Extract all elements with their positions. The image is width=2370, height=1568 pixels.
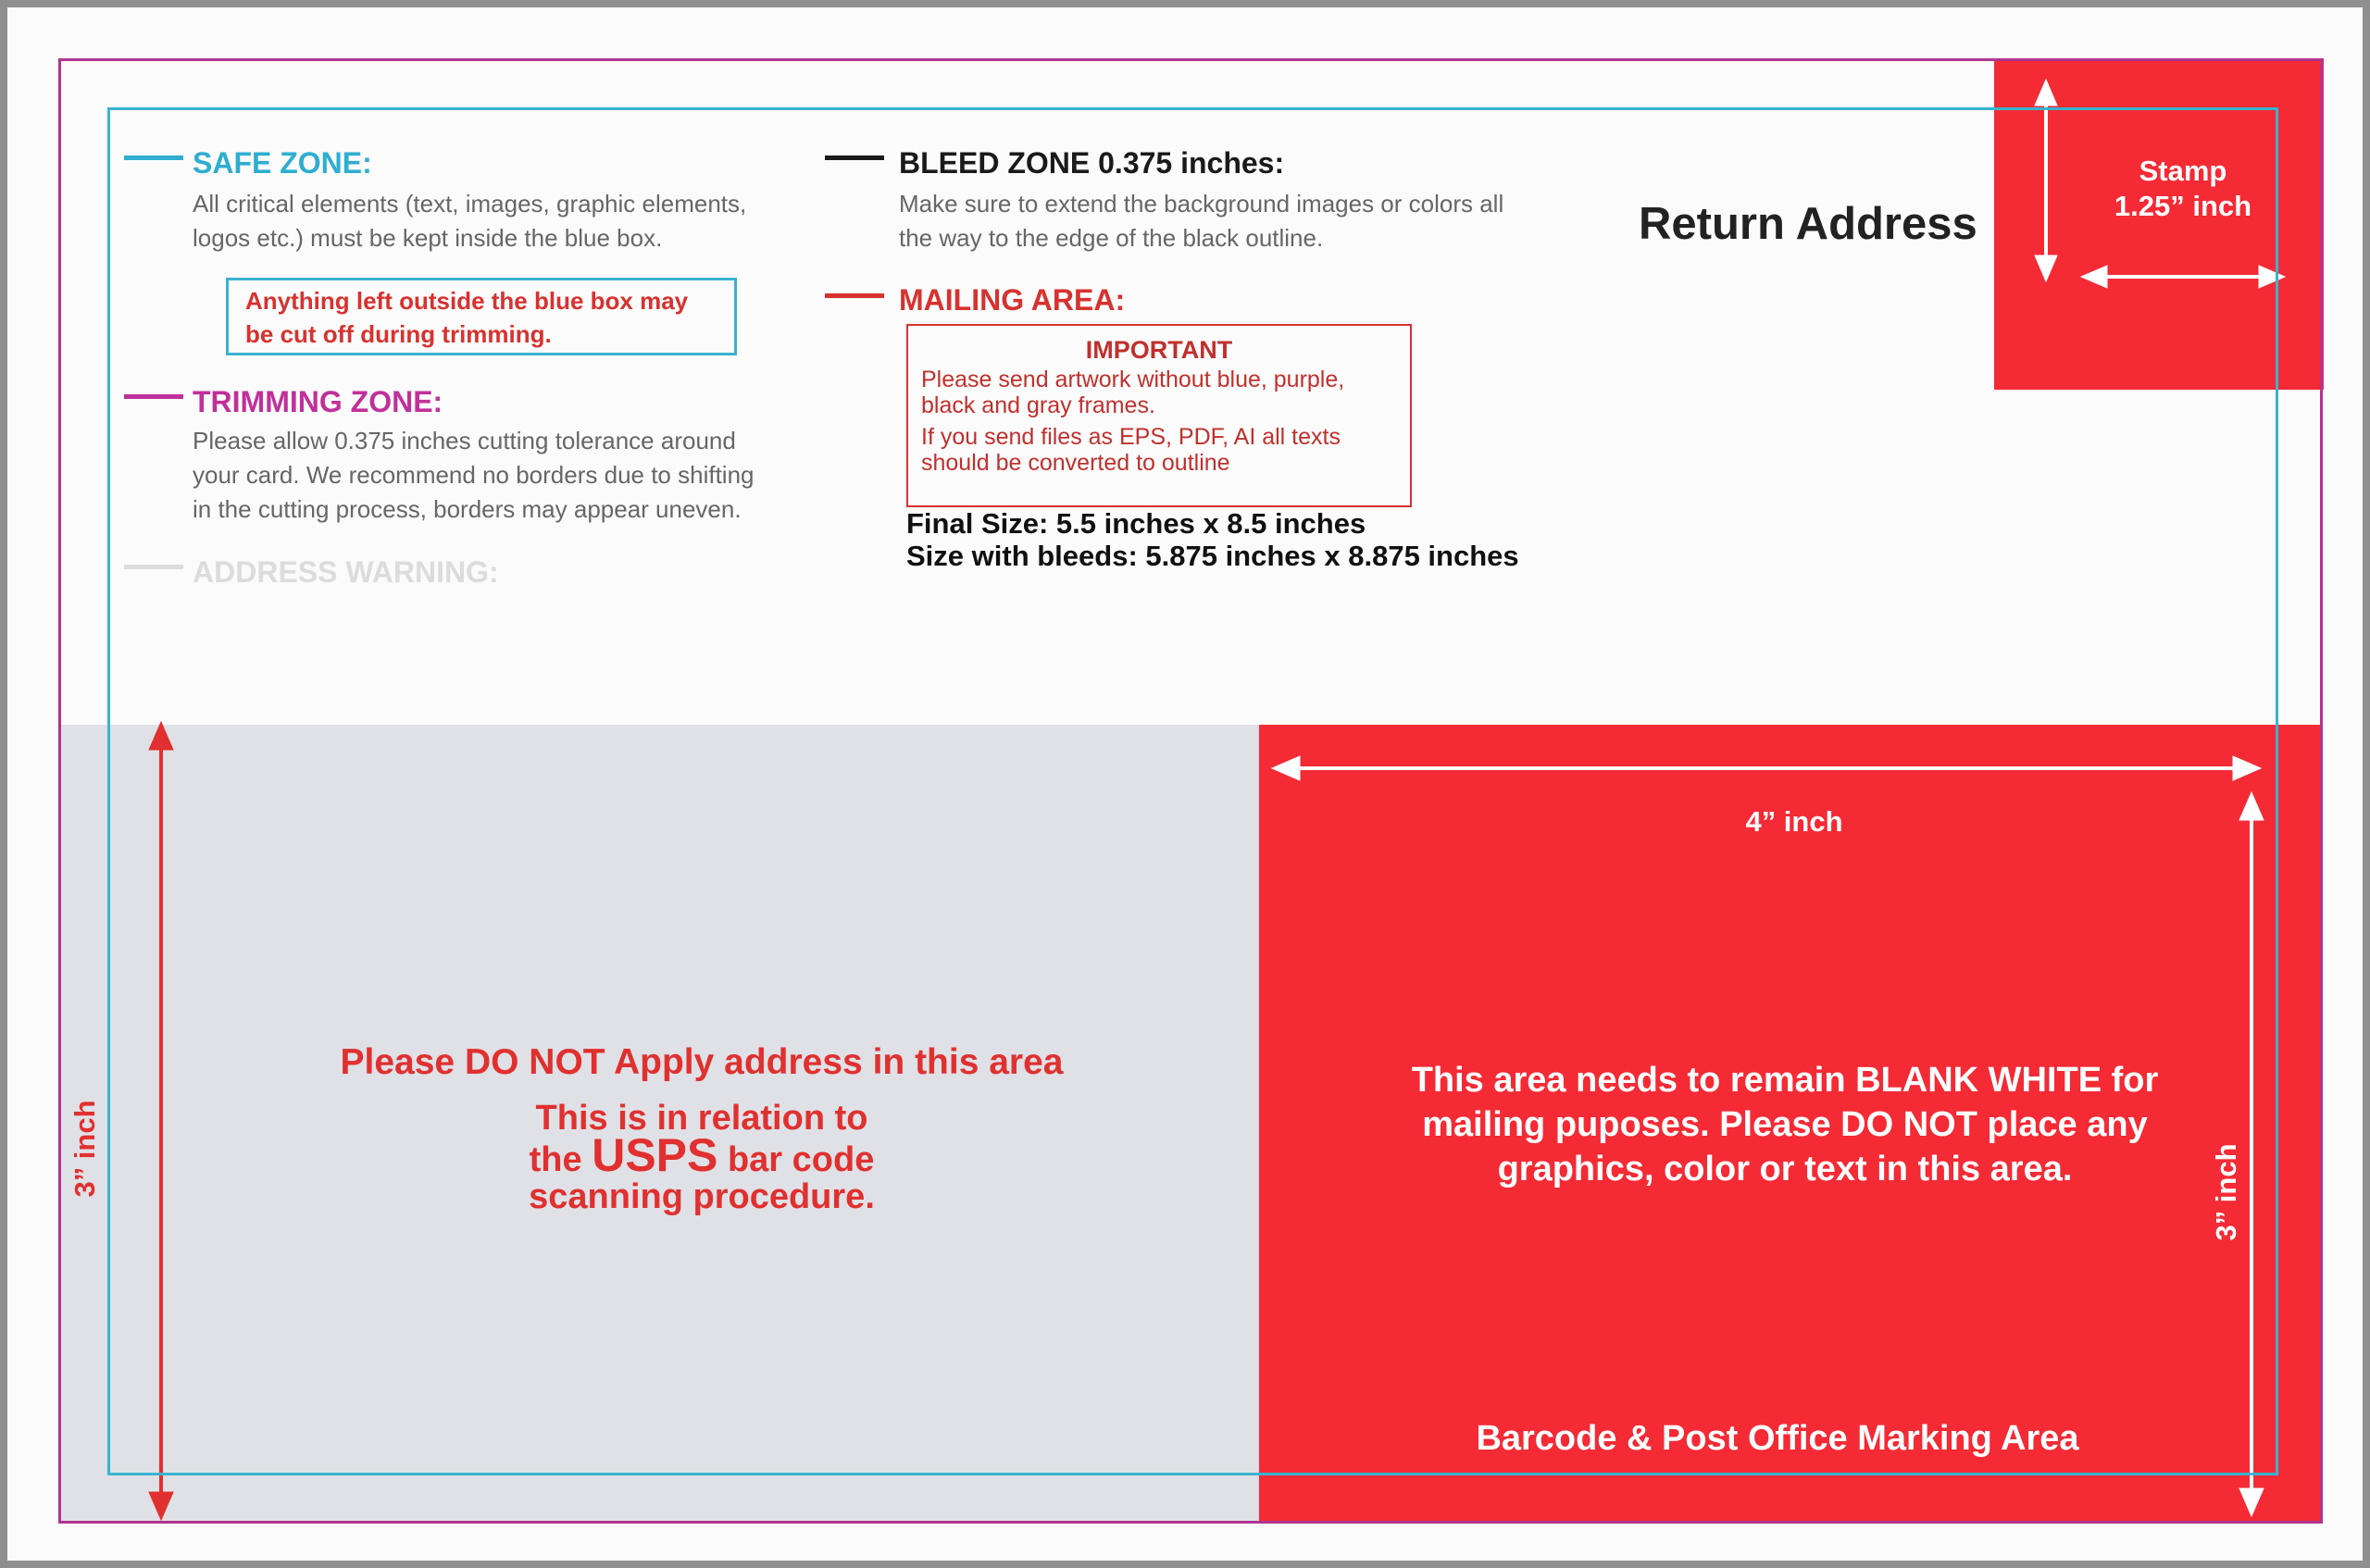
trim-warning-line-2: be cut off during trimming. (245, 320, 552, 348)
usps-note-barcode: bar code (717, 1140, 875, 1179)
trim-warning-line-1: Anything left outside the blue box may (245, 287, 689, 315)
address-warning-heading: ADDRESS WARNING: (193, 555, 499, 589)
blank-white-line-2: mailing puposes. Please DO NOT place any (1422, 1105, 2148, 1144)
bleed-zone-heading: BLEED ZONE 0.375 inches: (899, 146, 1285, 180)
stamp-height-arrow (2035, 80, 2057, 281)
important-line-1: Please send artwork without blue, purple, (921, 367, 1345, 392)
mailing-height-arrow (2239, 792, 2264, 1516)
safe-zone-line-1: All critical elements (text, images, graphic elements, (193, 190, 747, 218)
bleed-line-1: Make sure to extend the background images or colors all (899, 190, 1504, 218)
bleed-size: Size with bleeds: 5.875 inches x 8.875 inches (906, 540, 1519, 572)
return-address-label: Return Address (1639, 199, 1977, 249)
blank-white-line-1: This area needs to remain BLANK WHITE for (1411, 1061, 2159, 1100)
trimming-line-3: in the cutting process, borders may appear uneven. (193, 495, 742, 523)
final-size: Final Size: 5.5 inches x 8.5 inches (906, 507, 1366, 540)
important-title: IMPORTANT (1085, 336, 1233, 364)
stamp-label-line-2: 1.25” inch (2114, 190, 2252, 222)
gray-height-label: 3” inch (69, 1100, 101, 1198)
gray-height-arrow (149, 722, 173, 1520)
mailing-area-heading: MAILING AREA: (899, 283, 1126, 317)
dimension-arrows (7, 7, 2363, 1561)
usps-note-line-3: scanning procedure. (529, 1177, 875, 1216)
important-line-3: If you send files as EPS, PDF, AI all texts (921, 424, 1341, 450)
mailing-height-label: 3” inch (2210, 1143, 2242, 1241)
mailing-width-label: 4” inch (1745, 805, 1843, 838)
blank-white-line-3: graphics, color or text in this area. (1497, 1150, 2073, 1188)
safe-zone-heading: SAFE ZONE: (193, 146, 372, 180)
usps-text: USPS (592, 1129, 718, 1181)
barcode-area-label: Barcode & Post Office Marking Area (1476, 1419, 2079, 1458)
important-line-2: black and gray frames. (921, 392, 1155, 418)
bleed-line-2: the way to the edge of the black outline. (899, 224, 1324, 252)
important-line-4: should be converted to outline (921, 450, 1230, 476)
stamp-width-arrow (2081, 266, 2285, 288)
trimming-line-2: your card. We recommend no borders due to shifting (193, 461, 755, 489)
safe-zone-line-2: logos etc.) must be kept inside the blue box. (193, 224, 663, 252)
trimming-zone-heading: TRIMMING ZONE: (193, 385, 443, 418)
stamp-label-line-1: Stamp (2139, 155, 2227, 187)
postcard-template (7, 7, 2363, 1561)
mailing-width-arrow (1272, 756, 2261, 780)
trimming-line-1: Please allow 0.375 inches cutting tolerance around (193, 427, 736, 454)
usps-note-the: the (529, 1140, 592, 1179)
usps-note-line-1: This is in relation to (535, 1099, 868, 1138)
no-address-line-1: Please DO NOT Apply address in this area (340, 1042, 1064, 1082)
